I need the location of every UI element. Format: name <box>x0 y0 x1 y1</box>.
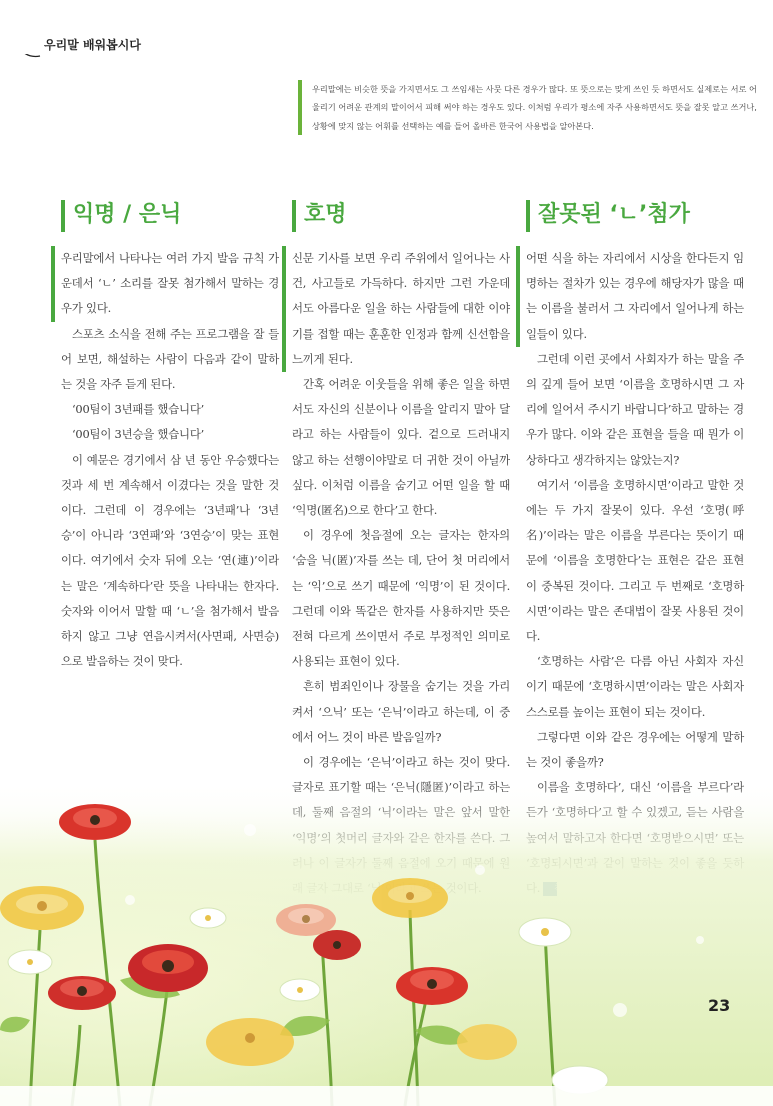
paragraph: 신문 기사를 보면 우리 주위에서 일어나는 사건, 사고들로 가득하다. 하지만 그런 가운데서도 아름다운 일을 하는 사람들에 대한 이야기를 접할 때는 훈훈한 인정과 함께 신선함을 느끼게 된다. <box>282 246 510 372</box>
column-body <box>61 246 279 674</box>
paragraph: 간혹 어려운 이웃들을 위해 좋은 일을 하면서도 자신의 신분이나 이름을 알리지 말아 달라고 하는 사람들이 있다. 겉으로 드러내지 않고 하는 선행이야말로 더 귀한 것이 아닐까 싶다. 이처럼 이름을 숨기고 어떤 일을 할 때 ‘익명(匿名)으로 한다’고 한다. <box>292 377 510 518</box>
paragraph: 이 예문은 경기에서 삼 년 동안 우승했다는 것과 세 번 계속해서 이겼다는 것을 말한 것이다. 그런데 이 경우에는 ‘3년패’나 ‘3년승’이 아니라 ‘3연패’와 ‘3연승’이 맞는 표현이다. 여기에서 숫자 뒤에 오는 ‘연(連)’이라는 말은 ‘계속하다’란 뜻을 나타내는 한자다. 숫자와 이어서 말할 때 ‘ㄴ’을 첨가해서 발음하지 않고 그냥 연음시켜서(사면패, 사면승)으로 발음하는 것이 맞다. <box>61 452 279 669</box>
column-title: 호명 <box>292 200 510 232</box>
intro-text: 우리말에는 비슷한 뜻을 가지면서도 그 쓰임새는 사뭇 다른 경우가 많다. 또 뜻으로는 맞게 쓰인 듯 하면서도 실제로는 서로 어울리기 어려운 관계의 말이어서 피해 써야 하는 경우도 있다. 이처럼 우리가 평소에 자주 사용하면서도 뜻을 잘못 알고 쓰거나, 상황에 맞지 않는 어휘를 선택하는 예를 들어 올바른 한국어 사용법을 알아본다. <box>312 84 757 131</box>
paragraph: 이 경우에는 ‘은닉’이라고 하는 것이 맞다. <box>303 755 510 770</box>
column-title: 익명 / 은닉 <box>61 200 279 232</box>
paragraph: 어떤 식을 하는 자리에서 시상을 한다든지 임명하는 절차가 있는 경우에 해당자가 많을 때는 이름을 불러서 그 자리에서 일어나게 하는 일들이 있다. <box>516 246 744 347</box>
paragraph: 여기서 ‘이름을 호명하시면’이라고 말한 것에는 두 가지 잘못이 있다. 우선 ‘호명(呼名)’이라는 말은 이름을 부른다는 뜻이기 때문에 ‘이름을 호명한다’는 표현은 같은 표현이 중복된 것이다. 그리고 두 번째로 ‘호명하시면’이라는 말은 존대법이 잘못 사용된 것이다. <box>526 477 744 644</box>
paragraph: 스포츠 소식을 전해 주는 프로그램을 잘 들어 보면, 해설하는 사람이 다음과 같이 말하는 것을 자주 듣게 된다. <box>61 326 279 392</box>
column-anonymous <box>61 200 279 674</box>
intro-box <box>298 80 757 135</box>
column-title: 잘못된 ‘ㄴ’첨가 <box>526 200 744 232</box>
paragraph: 우리말에서 나타나는 여러 가지 발음 규칙 가운데서 ‘ㄴ’ 소리를 잘못 첨가해서 말하는 경우가 있다. <box>51 246 279 322</box>
flower-illustration <box>0 780 773 1106</box>
paragraph: 그런데 이런 곳에서 사회자가 하는 말을 주의 깊게 들어 보면 ‘이름을 호명하시면 그 자리에 일어서 주시기 바랍니다’하고 말하는 경우가 많다. 이와 같은 표현을 들을 때 뭔가 이상하다고 생각하지는 않았는지? <box>526 351 744 467</box>
example-quote: ‘00팀이 3년패를 했습니다’ <box>72 402 205 417</box>
paragraph: ‘호명하는 사람’은 다름 아닌 사회자 자신이기 때문에 ‘호명하시면’이라는 말은 사회자 스스로를 높이는 표현이 되는 것이다. <box>526 654 744 719</box>
paragraph: 그렇다면 이와 같은 경우에는 어떻게 말하는 것이 좋을까? <box>526 729 744 770</box>
page-number: 23 <box>708 996 731 1015</box>
example-quote: ‘00팀이 3년승을 했습니다’ <box>72 427 205 442</box>
paragraph: 이 경우에 첫음절에 오는 글자는 한자의 ‘숨을 닉(匿)’자를 쓰는 데, 단어 첫 머리에서는 ‘익’으로 쓰기 때문에 ‘익명’이 된 것이다. 그런데 이와 똑같은 한자를 사용하지만 뜻은 전혀 다르게 쓰이면서 주로 부정적인 의미로 사용되는 표현이 있다. <box>292 528 510 669</box>
section-label: 우리말 배워봅시다 <box>44 38 141 52</box>
paragraph: 흔히 범죄인이나 장물을 숨기는 것을 가리켜서 ‘으닉’ 또는 ‘은닉’이라고 하는데, 이 중에서 어느 것이 바른 발음일까? <box>292 679 510 744</box>
